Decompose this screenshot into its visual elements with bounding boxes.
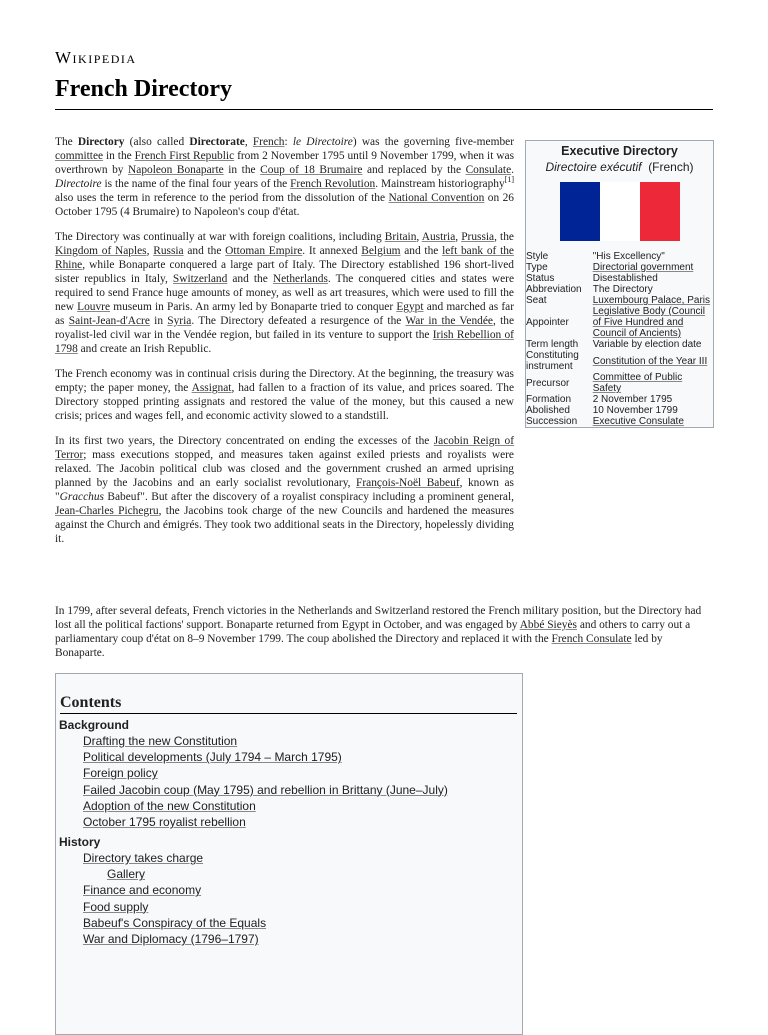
text-run: . — [511, 164, 514, 176]
text-run: in the — [223, 164, 261, 176]
article-link[interactable]: French — [252, 136, 285, 148]
text-run: and replaced by the — [362, 164, 466, 176]
infobox-rows — [526, 251, 714, 428]
infobox-row — [526, 251, 714, 262]
text-run: , — [244, 136, 253, 148]
article-link[interactable]: Irish Rebellion of 1798 — [55, 329, 514, 355]
infobox-value — [593, 273, 714, 284]
text-run: The — [55, 136, 78, 148]
infobox-native-name — [526, 160, 713, 178]
italic-term: Directoire — [55, 178, 102, 190]
infobox-row — [526, 350, 714, 372]
text-run: and others to carry out a parliamentary coup d'état on 8–9 November 1799. The coup abolished the Directory and replaced it with the — [55, 619, 691, 645]
lead-section — [55, 135, 514, 557]
text-run: , the Jacobins took charge of the new Councils and hardened the measures against the Church and émigrés. They took two additional seats in the Directory, hopelessly dividing it. — [55, 505, 514, 545]
infobox-label: Precursor — [526, 377, 570, 389]
infobox-label: Constituting instrument — [526, 350, 579, 372]
infobox-value[interactable] — [593, 262, 714, 273]
text-run: . It annexed — [302, 245, 362, 257]
native-language: (French) — [648, 160, 694, 174]
text-run: on 26 October 1795 (4 Brumaire) to Napoleon's coup d'état. — [55, 192, 514, 218]
infobox-value-text: The Directory — [592, 284, 653, 295]
toc-item[interactable] — [83, 749, 522, 765]
article-link[interactable]: French Revolution — [290, 178, 376, 190]
article-link[interactable]: Syria — [167, 315, 192, 327]
infobox-row — [526, 284, 714, 295]
text-run: ) was the governing five-member — [352, 136, 514, 148]
article-link[interactable]: Ottoman Empire — [225, 245, 303, 257]
text-run: and marched as far as — [55, 301, 514, 327]
infobox-value[interactable] — [593, 295, 714, 306]
toc-item[interactable] — [107, 866, 522, 882]
toc-item-label[interactable]: Failed Jacobin coup (May 1795) and rebellion in Brittany (June–July) — [83, 782, 448, 797]
lead-paragraph-4 — [55, 434, 514, 546]
infobox-value — [593, 394, 714, 405]
toc-item-label[interactable]: Directory takes charge — [83, 851, 204, 866]
infobox-row — [526, 273, 714, 284]
infobox-value[interactable] — [593, 306, 714, 339]
article-link[interactable]: Britain — [384, 231, 417, 243]
lead-paragraph-5 — [55, 604, 714, 660]
lead-paragraph-5-container — [55, 604, 714, 660]
article-link[interactable]: Jacobin Reign of Terror — [55, 435, 514, 461]
infobox-row — [526, 262, 714, 273]
flag-stripe-white — [600, 182, 640, 241]
text-run: . Mainstream historiography — [375, 178, 505, 190]
title-divider — [55, 109, 713, 110]
article-link[interactable]: French Consulate — [551, 633, 632, 645]
infobox-value-text: Disestablished — [592, 273, 658, 284]
infobox-value-link[interactable]: Luxembourg Palace, Paris — [592, 295, 711, 306]
citation-link[interactable]: [1] — [504, 175, 514, 185]
text-run: in the — [103, 150, 135, 162]
flag-stripe-blue — [560, 182, 600, 241]
toc-item-label[interactable]: Gallery — [107, 867, 146, 882]
toc-item-label[interactable]: Food supply — [83, 899, 149, 914]
infobox-value — [593, 251, 714, 262]
infobox-value-link[interactable]: Constitution of the Year III — [592, 355, 708, 367]
article-link[interactable]: Saint-Jean-d'Acre — [68, 315, 150, 327]
article-link[interactable]: Napoleon Bonaparte — [128, 164, 224, 176]
infobox-row — [526, 394, 714, 405]
infobox-value — [593, 339, 714, 350]
toc-item-label[interactable]: Babeuf's Conspiracy of the Equals — [83, 915, 267, 930]
infobox-row — [526, 295, 714, 306]
article-link[interactable]: French First Republic — [134, 150, 235, 162]
toc-title: Contents — [60, 694, 517, 714]
toc-item-label[interactable]: October 1795 royalist rebellion — [83, 815, 246, 830]
infobox-label: Seat — [526, 295, 547, 306]
toc-item[interactable] — [83, 765, 522, 781]
bold-term: Directorate — [189, 136, 245, 148]
article-link[interactable]: Coup of 18 Brumaire — [260, 164, 363, 176]
infobox-value-text: "His Excellency" — [592, 251, 665, 262]
infobox-label: Abbreviation — [526, 284, 582, 295]
infobox-row — [526, 306, 714, 339]
infobox-row — [526, 339, 714, 350]
lead-paragraph-2 — [55, 230, 514, 356]
article-link[interactable]: Russia — [153, 245, 184, 257]
text-run: in — [149, 315, 168, 327]
infobox-label: Appointer — [526, 317, 569, 328]
infobox-label: Formation — [526, 394, 572, 405]
article-link[interactable]: Austria — [421, 231, 456, 243]
article-link[interactable]: committee — [55, 150, 104, 162]
article-link[interactable]: Netherlands — [272, 273, 328, 285]
toc-item[interactable] — [83, 733, 522, 749]
infobox-value-text: Variable by election date — [592, 339, 702, 350]
infobox-row — [526, 416, 714, 428]
text-run: is the name of the final four years of the — [101, 178, 291, 190]
infobox-value[interactable] — [593, 416, 714, 428]
infobox-value[interactable] — [593, 350, 714, 372]
infobox-label: Term length — [526, 339, 579, 350]
text-run: and the — [183, 245, 226, 257]
flag-stripe-red — [640, 182, 680, 241]
italic-term: Gracchus — [59, 491, 104, 503]
text-run: and the — [227, 273, 273, 285]
article-link[interactable]: War in the Vendée — [405, 315, 493, 327]
text-run: (also called — [124, 136, 190, 148]
wikipedia-wordmark[interactable]: Wikipedia — [55, 48, 137, 67]
toc-item-label[interactable]: War and Diplomacy (1796–1797) — [83, 932, 259, 947]
infobox-row — [526, 372, 714, 394]
article-link[interactable]: Consulate — [465, 164, 512, 176]
toc-item-label[interactable]: Adoption of the new Constitution — [83, 798, 256, 813]
toc-item[interactable] — [83, 814, 522, 830]
infobox-value-link[interactable]: Legislative Body (Council of Five Hundred and Council of Ancients) — [592, 306, 705, 339]
text-run: In its first two years, the Directory concentrated on ending the excesses of the — [55, 435, 434, 447]
article-link[interactable]: Prussia — [461, 231, 495, 243]
lead-paragraph-1 — [55, 135, 514, 219]
text-run: and create an Irish Republic. — [77, 343, 212, 355]
text-run: , while Bonaparte conquered a large part of Italy. The Directory established 196 short-lived sister republics in Italy, — [55, 259, 514, 285]
article-link[interactable]: Abbé Sieyès — [519, 619, 577, 631]
text-run: . The conquered cities and states were required to send France huge amounts of money, as well as art treasures, which were used to fill the new — [55, 273, 515, 313]
article-link[interactable]: Belgium — [361, 245, 401, 257]
text-run: . The Directory defeated a resurgence of the — [191, 315, 406, 327]
infobox-value — [593, 405, 714, 416]
toc-item[interactable] — [83, 882, 522, 898]
toc-section-heading[interactable]: History — [59, 835, 101, 850]
infobox-title: Executive Directory — [561, 144, 678, 158]
article-link[interactable]: Louvre — [77, 301, 111, 313]
infobox-value-text: 10 November 1799 — [592, 405, 678, 416]
infobox-value-text: 2 November 1795 — [592, 394, 673, 405]
infobox — [525, 140, 714, 428]
text-run: , — [146, 245, 154, 257]
toc-item-label[interactable]: Foreign policy — [83, 766, 158, 781]
article-link[interactable]: Switzerland — [172, 273, 228, 285]
infobox-label: Style — [526, 251, 549, 262]
infobox-label: Abolished — [526, 405, 570, 416]
article-link[interactable]: Assignat — [191, 382, 232, 394]
toc-item[interactable] — [83, 931, 522, 947]
article-link[interactable]: National Convention — [388, 192, 485, 204]
article-link[interactable]: François-Noël Babeuf — [356, 477, 460, 489]
toc-item-label[interactable]: Political developments (July 1794 – March 1795) — [83, 750, 342, 765]
infobox-label: Type — [526, 262, 548, 273]
infobox-value-link[interactable]: Directorial government — [592, 262, 694, 273]
text-run: , the — [494, 231, 514, 243]
text-run: museum in Paris. An army led by Bonaparte tried to conquer — [110, 301, 397, 313]
text-run: , had fallen to a fraction of its value, and prices soared. The Directory stopped printing assignats and restored the value of the money, but this caused a new crisis; prices and wages fell, and economic activity slowed to a standstill. — [55, 382, 514, 422]
text-run: also uses the term in reference to the period from the dissolution of the — [55, 192, 389, 204]
toc-section-heading[interactable]: Background — [59, 718, 130, 732]
toc-list — [56, 718, 522, 947]
lead-paragraph-3 — [55, 367, 514, 423]
infobox-value[interactable] — [593, 372, 714, 394]
text-run: and the — [400, 245, 443, 257]
toc-item-label[interactable]: Finance and economy — [83, 883, 202, 898]
text-run: Babeuf". But after the discovery of a royalist conspiracy including a prominent general, — [103, 491, 514, 503]
text-run: , — [416, 231, 422, 243]
text-run: ; mass executions stopped, and measures taken against exiled priests and royalists were relaxed. The Jacobin political club was closed and the government crushed an armed uprising planned by the Jacobins and an early socialist revolutionary, — [55, 449, 514, 489]
toc-item-label[interactable]: Drafting the new Constitution — [83, 734, 238, 748]
toc-item[interactable] — [83, 899, 522, 915]
text-run: , the royalist-led civil war in the Vendée region, but failed in its venture to support the — [55, 315, 514, 341]
infobox-label: Succession — [526, 416, 578, 427]
text-run: from 2 November 1795 until 9 November 1799, when it was overthrown by — [55, 150, 514, 176]
bold-term: Directory — [77, 136, 125, 148]
flag-of-france[interactable] — [560, 182, 680, 241]
infobox-value-link[interactable]: Executive Consulate — [592, 416, 684, 427]
native-name-text: Directoire exécutif — [545, 160, 642, 174]
text-run: , known as " — [55, 477, 514, 503]
italic-term: le Directoire — [292, 136, 353, 148]
table-of-contents — [55, 673, 523, 1035]
toc-item[interactable] — [83, 850, 522, 866]
infobox-label: Status — [526, 273, 555, 284]
text-run: In 1799, after several defeats, French victories in the Netherlands and Switzerland restored the French military position, but the Directory had lost all the political factions' support. Bonaparte returned from Egypt in October, and was engaged by — [55, 605, 702, 631]
article-link[interactable]: Kingdom of Naples — [55, 245, 147, 257]
toc-item[interactable] — [83, 915, 522, 931]
infobox-value — [593, 284, 714, 295]
toc-item[interactable] — [83, 798, 522, 814]
text-run: : — [284, 136, 293, 148]
infobox-row — [526, 405, 714, 416]
article-link[interactable]: Jean-Charles Pichegru — [55, 505, 159, 517]
toc-item[interactable] — [83, 782, 522, 798]
infobox-value-link[interactable]: Committee of Public Safety — [592, 372, 683, 394]
text-run: The French economy was in continual crisis during the Directory. At the beginning, the treasury was empty; the paper money, the — [55, 368, 514, 394]
text-run: led by Bonaparte. — [55, 633, 663, 659]
text-run: The Directory was continually at war with foreign coalitions, including — [55, 231, 385, 243]
article-link[interactable]: Egypt — [396, 301, 424, 313]
article-link[interactable]: left bank of the Rhine — [55, 245, 514, 271]
page-title: French Directory — [55, 76, 233, 102]
text-run: , — [455, 231, 462, 243]
